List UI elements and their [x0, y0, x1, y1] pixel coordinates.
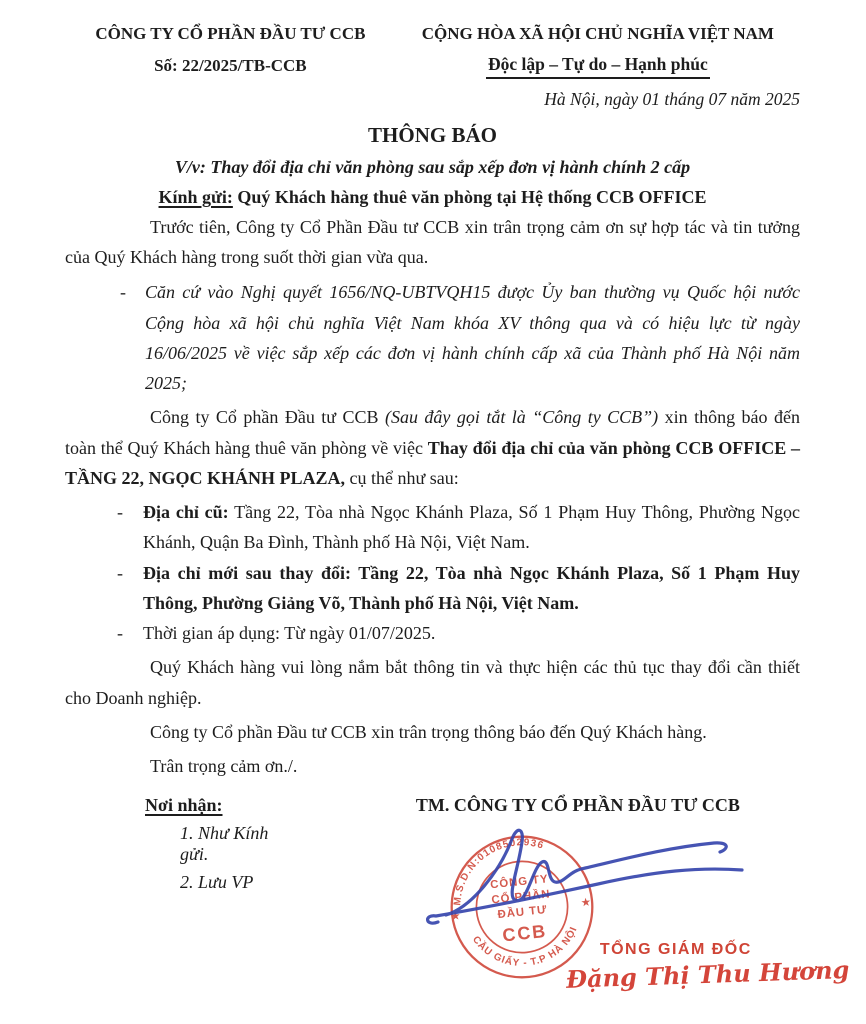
- document-footer: [65, 795, 850, 1024]
- announcement-alias: (Sau đây gọi tắt là “Công ty CCB”): [384, 407, 659, 428]
- document-subject: V/v: Thay đổi địa chỉ văn phòng sau sắp xếp đơn vị hành chính 2 cấp: [174, 157, 691, 177]
- salutation-line: [65, 187, 800, 208]
- recipient-item: 1. Như Kính gửi.: [180, 823, 269, 865]
- stamp-star-left-icon: ★: [449, 910, 462, 924]
- paragraph-thanks: Trước tiên, Công ty Cổ Phần Đầu tư CCB xin trân trọng cảm ơn sự hợp tác và tin tưởng của Quý Khách hàng trong suốt thời gian vừa qua.: [65, 217, 800, 268]
- signature-block-title: TM. CÔNG TY CỔ PHẦN ĐẦU TƯ CCB: [415, 795, 740, 816]
- effective-date-item: [115, 618, 800, 648]
- dash-marker: -: [117, 502, 123, 523]
- letterhead: [65, 24, 800, 110]
- document-number: Số: 22/2025/TB-CCB: [154, 56, 307, 75]
- letterhead-right: [396, 24, 800, 110]
- document-body: [65, 212, 800, 781]
- recipient-item: 2. Lưu VP: [180, 872, 254, 893]
- salutation-label: Kính gửi:: [158, 187, 233, 207]
- announcement-run: Công ty Cổ phần Đầu tư CCB: [150, 407, 385, 428]
- new-address-item: [115, 558, 800, 618]
- dash-marker: -: [117, 623, 123, 644]
- company-name: CÔNG TY CỔ PHẦN ĐẦU TƯ CCB: [95, 24, 366, 43]
- salutation-text: Quý Khách hàng thuê văn phòng tại Hệ thống CCB OFFICE: [237, 187, 707, 207]
- announcement-change-highlight: Thay đổi địa chỉ của văn phòng CCB OFFICE – TẦNG 22, NGỌC KHÁNH PLAZA,: [65, 437, 800, 488]
- signature-icon: [416, 817, 756, 957]
- document-title: THÔNG BÁO: [368, 123, 497, 147]
- stamp-center-line3: ĐẦU TƯ: [496, 904, 548, 922]
- announcement-run: cụ thể như sau:: [345, 467, 459, 488]
- signer-name: Đặng Thị Thu Hương: [565, 955, 850, 995]
- date-line: Hà Nội, ngày 01 tháng 07 năm 2025: [544, 89, 800, 109]
- stamp-star-right-icon: ★: [580, 896, 592, 910]
- paragraph-notice: Công ty Cổ phần Đầu tư CCB xin trân trọng thông báo đến Quý Khách hàng.: [150, 721, 707, 742]
- stamp-center-company-abbr: CCB: [501, 921, 548, 946]
- paragraph-announcement: [65, 402, 800, 493]
- signer-title: TỔNG GIÁM ĐỐC: [599, 941, 752, 959]
- stamp-center-line1: CÔNG TY: [489, 873, 549, 892]
- national-motto: Độc lập – Tự do – Hạnh phúc: [486, 54, 710, 79]
- paragraph-legal-basis: [110, 277, 800, 398]
- stamp-center-line2: CỔ PHẦN: [490, 888, 551, 907]
- effective-date-text: Thời gian áp dụng: Từ ngày 01/07/2025.: [143, 623, 436, 644]
- new-address-text: Địa chỉ mới sau thay đổi: Tầng 22, Tòa nhà Ngọc Khánh Plaza, Số 1 Phạm Huy Thông, Phường Giảng Võ, Thành phố Hà Nội, Việt Nam.: [143, 562, 800, 613]
- paragraph-instruction: Quý Khách hàng vui lòng nắm bắt thông tin và thực hiện các thủ tục thay đổi cần thiết cho Doanh nghiệp.: [65, 657, 800, 708]
- legal-basis-text: Căn cứ vào Nghị quyết 1656/NQ-UBTVQH15 được Ủy ban thường vụ Quốc hội nước Cộng hòa xã hội chủ nghĩa Việt Nam khóa XV thông qua và có hiệu lực từ ngày 16/06/2025 về việc sắp xếp các đơn vị hành chính cấp xã của Thành phố Hà Nội năm 2025;: [145, 282, 800, 394]
- stamp-ring-text-top: M.S.D.N:0108502936: [451, 837, 546, 907]
- old-address-text: Tầng 22, Tòa nhà Ngọc Khánh Plaza, Số 1 Phạm Huy Thông, Phường Ngọc Khánh, Quận Ba Đình, Thành phố Hà Nội, Việt Nam.: [143, 502, 800, 553]
- recipients-block: [145, 795, 296, 1024]
- dash-marker: -: [117, 562, 123, 583]
- signature-block: [296, 795, 850, 1024]
- old-address-item: [115, 497, 800, 557]
- letterhead-left: [65, 24, 396, 110]
- handwritten-signature: [416, 817, 756, 957]
- paragraph-closing: Trân trọng cảm ơn./.: [150, 755, 298, 776]
- dash-marker: -: [120, 282, 126, 303]
- national-title: CỘNG HÒA XÃ HỘI CHỦ NGHĨA VIỆT NAM: [421, 24, 774, 43]
- old-address-label: Địa chỉ cũ:: [143, 502, 229, 523]
- stamp-ring-text-bottom: CẦU GIẤY - T.P HÀ NỘI: [469, 925, 580, 970]
- recipients-label: Nơi nhận:: [145, 795, 223, 816]
- announcement-run: xin thông báo đến toàn thể Quý Khách hàng thuê văn phòng về việc: [65, 407, 800, 458]
